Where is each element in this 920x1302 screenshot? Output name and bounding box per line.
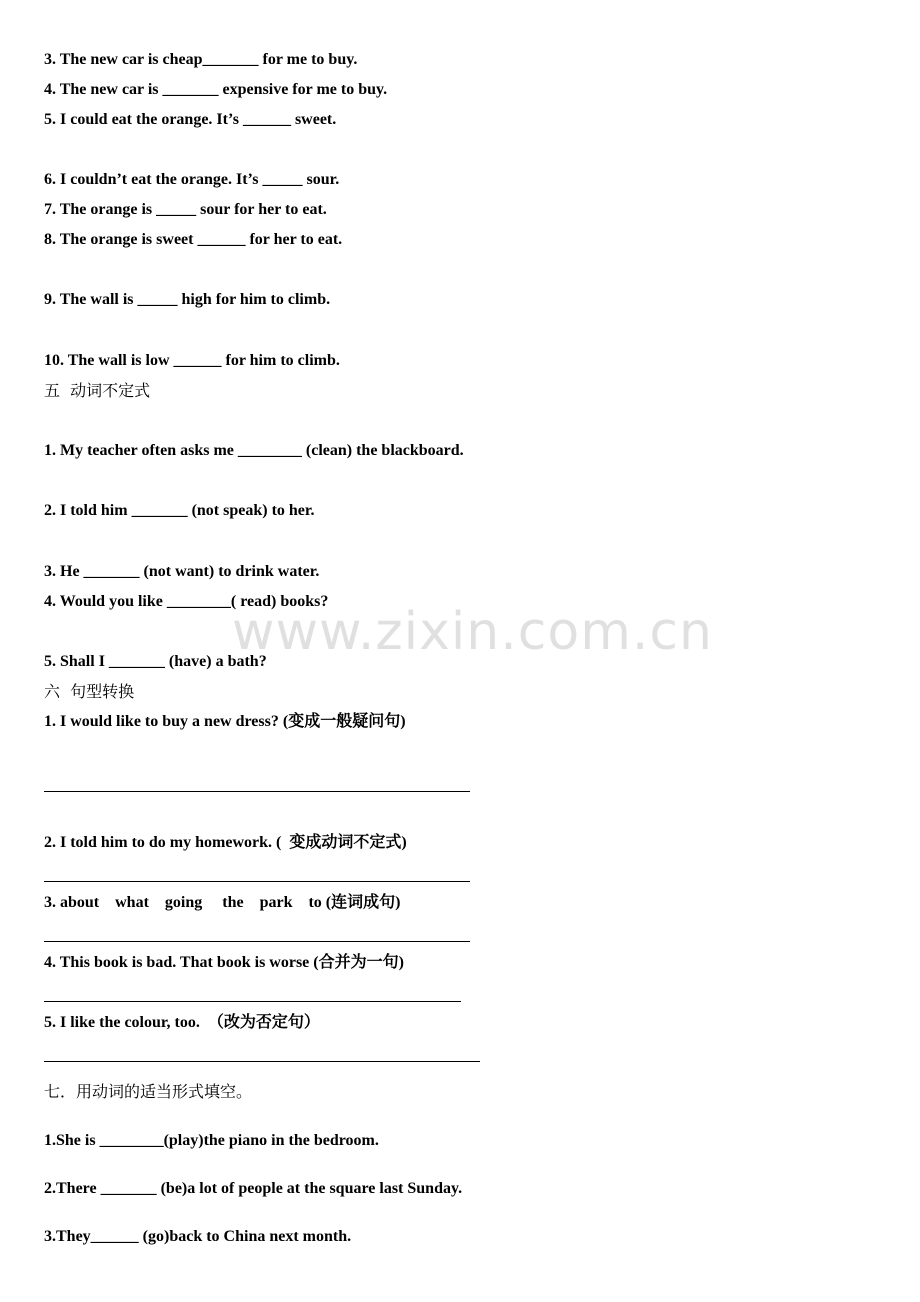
exercise-item: 5. I like the colour, too. （改为否定句） bbox=[44, 1014, 320, 1031]
exercise-item: 1.She is ________(play)the piano in the bedroom. bbox=[44, 1132, 379, 1149]
exercise-item: 4. This book is bad. That book is worse (合并为一句) bbox=[44, 954, 404, 971]
section-heading-infinitive: 五 动词不定式 bbox=[44, 381, 151, 400]
exercise-item: 3. He _______ (not want) to drink water. bbox=[44, 563, 320, 580]
section-heading-verb-forms: 七．用动词的适当形式填空。 bbox=[44, 1082, 253, 1101]
section-heading-sentence-transform: 六 句型转换 bbox=[44, 682, 135, 701]
answer-line bbox=[44, 1061, 480, 1062]
answer-line bbox=[44, 1001, 461, 1002]
exercise-item: 6. I couldn’t eat the orange. It’s _____ sour. bbox=[44, 171, 340, 188]
exercise-item: 1. I would like to buy a new dress? (变成一般疑问句) bbox=[44, 713, 406, 730]
exercise-item: 3. The new car is cheap_______ for me to buy. bbox=[44, 51, 358, 68]
exercise-item: 3. about what going the park to (连词成句) bbox=[44, 894, 401, 911]
exercise-item: 9. The wall is _____ high for him to climb. bbox=[44, 291, 331, 308]
exercise-item: 4. Would you like ________( read) books? bbox=[44, 593, 329, 610]
exercise-item: 1. My teacher often asks me ________ (clean) the blackboard. bbox=[44, 442, 464, 459]
exercise-item: 5. Shall I _______ (have) a bath? bbox=[44, 653, 267, 670]
exercise-item: 7. The orange is _____ sour for her to eat. bbox=[44, 201, 327, 218]
watermark: www.zixin.com.cn bbox=[232, 602, 713, 662]
answer-line bbox=[44, 881, 470, 882]
answer-line bbox=[44, 791, 470, 792]
exercise-item: 4. The new car is _______ expensive for me to buy. bbox=[44, 81, 388, 98]
exercise-item: 10. The wall is low ______ for him to climb. bbox=[44, 352, 340, 369]
exercise-item: 2. I told him _______ (not speak) to her. bbox=[44, 502, 315, 519]
exercise-item: 8. The orange is sweet ______ for her to eat. bbox=[44, 231, 343, 248]
answer-line bbox=[44, 941, 470, 942]
exercise-item: 2. I told him to do my homework. ( 变成动词不定式) bbox=[44, 834, 407, 851]
exercise-item: 3.They______ (go)back to China next month. bbox=[44, 1228, 352, 1245]
exercise-item: 2.There _______ (be)a lot of people at the square last Sunday. bbox=[44, 1180, 463, 1197]
exercise-item: 5. I could eat the orange. It’s ______ sweet. bbox=[44, 111, 337, 128]
